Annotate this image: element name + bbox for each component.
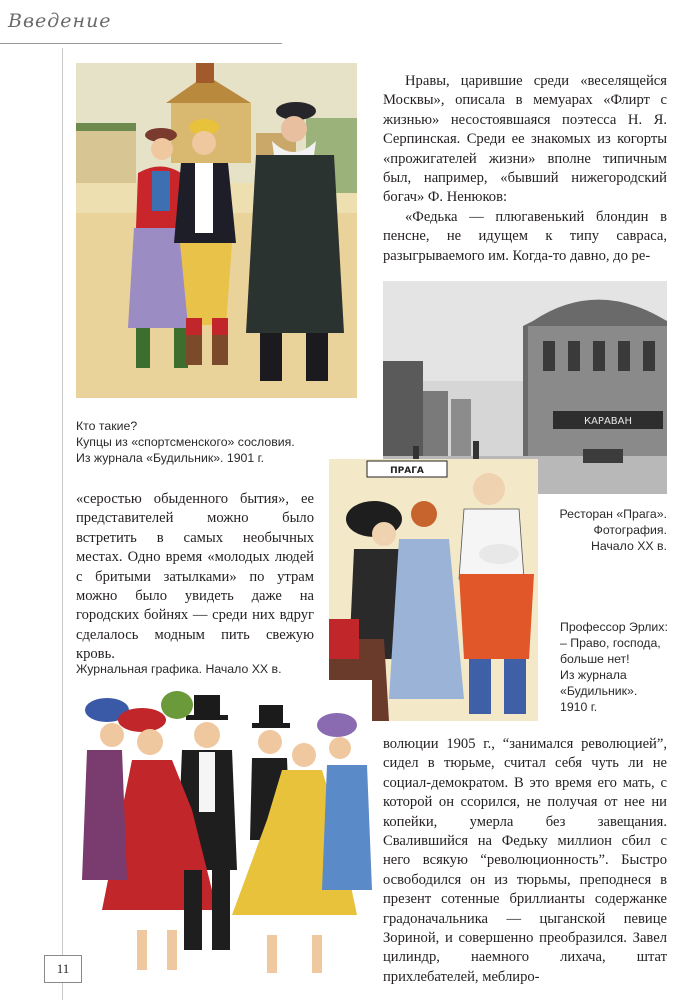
margin-line xyxy=(62,48,63,1000)
caption-line: больше нет! xyxy=(560,652,630,666)
body-text-col3 xyxy=(383,735,667,987)
caption-line: Начало XX в. xyxy=(590,539,667,553)
caption-praga xyxy=(545,506,667,554)
caption-line: Кто такие? xyxy=(76,419,138,433)
caption-merchants xyxy=(76,418,366,466)
caption-line: – Право, господа, xyxy=(560,636,661,650)
paragraph: «Федька — плюгавенький блондин в пенсне, не идущем к типу савраса, разыгрываемого им. Когда-то давно, до ре- xyxy=(383,208,667,264)
sign-karavan: КАРАВАН xyxy=(583,416,633,427)
paragraph: «серостью обыденного бытия», ее представителей можно было встретить в самых необычных местах. Одно время «молодых людей с бритыми затылками» по утрам можно было увидеть даже на городских бойнях — среди них вдруг сделалось модным пить свежую кровь. xyxy=(76,491,314,663)
caption-line: Ресторан «Прага». xyxy=(559,507,667,521)
caption-professor xyxy=(560,619,672,715)
body-text-col2 xyxy=(76,490,314,665)
paragraph: Нравы, царившие среди «веселящейся Москвы», описала в мемуарах «Флирт с жизнью» несостоявшаяся поэтесса Н. Я. Серпинская. Среди ее знакомых из когорты «прожигателей жизни» вполне типичным был, например, «бывший нижегородский богач» Ф. Ненюков: xyxy=(383,73,667,206)
sign-praga: ПРАГА xyxy=(390,466,424,476)
caption-graphics: Журнальная графика. Начало XX в. xyxy=(76,662,282,676)
caption-line: Фотография. xyxy=(593,523,667,537)
caption-line: Из журнала «Будильник». 1901 г. xyxy=(76,451,265,465)
caption-line: «Будильник». xyxy=(560,684,638,698)
caption-line: Купцы из «спортсменского» сословия. xyxy=(76,435,295,449)
header-divider xyxy=(0,43,282,44)
caption-line: Профессор Эрлих: xyxy=(560,620,668,634)
caption-line: Из журнала xyxy=(560,668,627,682)
illustration-merchants xyxy=(76,63,357,398)
illustration-cancan-dancers xyxy=(82,680,372,980)
page-number: 11 xyxy=(44,955,82,983)
body-text-col1 xyxy=(383,72,667,266)
section-title: Введение xyxy=(8,10,112,32)
caption-line: 1910 г. xyxy=(560,700,598,714)
paragraph: волюции 1905 г., “занимался революцией”, сидел в тюрьме, считал себя чуть ли не социал-демократом. В это время его мать, с которой он ссорился, не получая от нее ни копейки, умерла без завещания. Свалившийся на Федьку миллион сбил с него всякую “революционность”. Быстро освободился он из тюрьмы, преподнеся в презент сотенные бриллианты содержанке градоначальника — цыганской певице Зориной, и совершенно преобразился. Завел цилиндр, наемного лихача, штат прихлебателей, меблиро- xyxy=(383,736,667,985)
